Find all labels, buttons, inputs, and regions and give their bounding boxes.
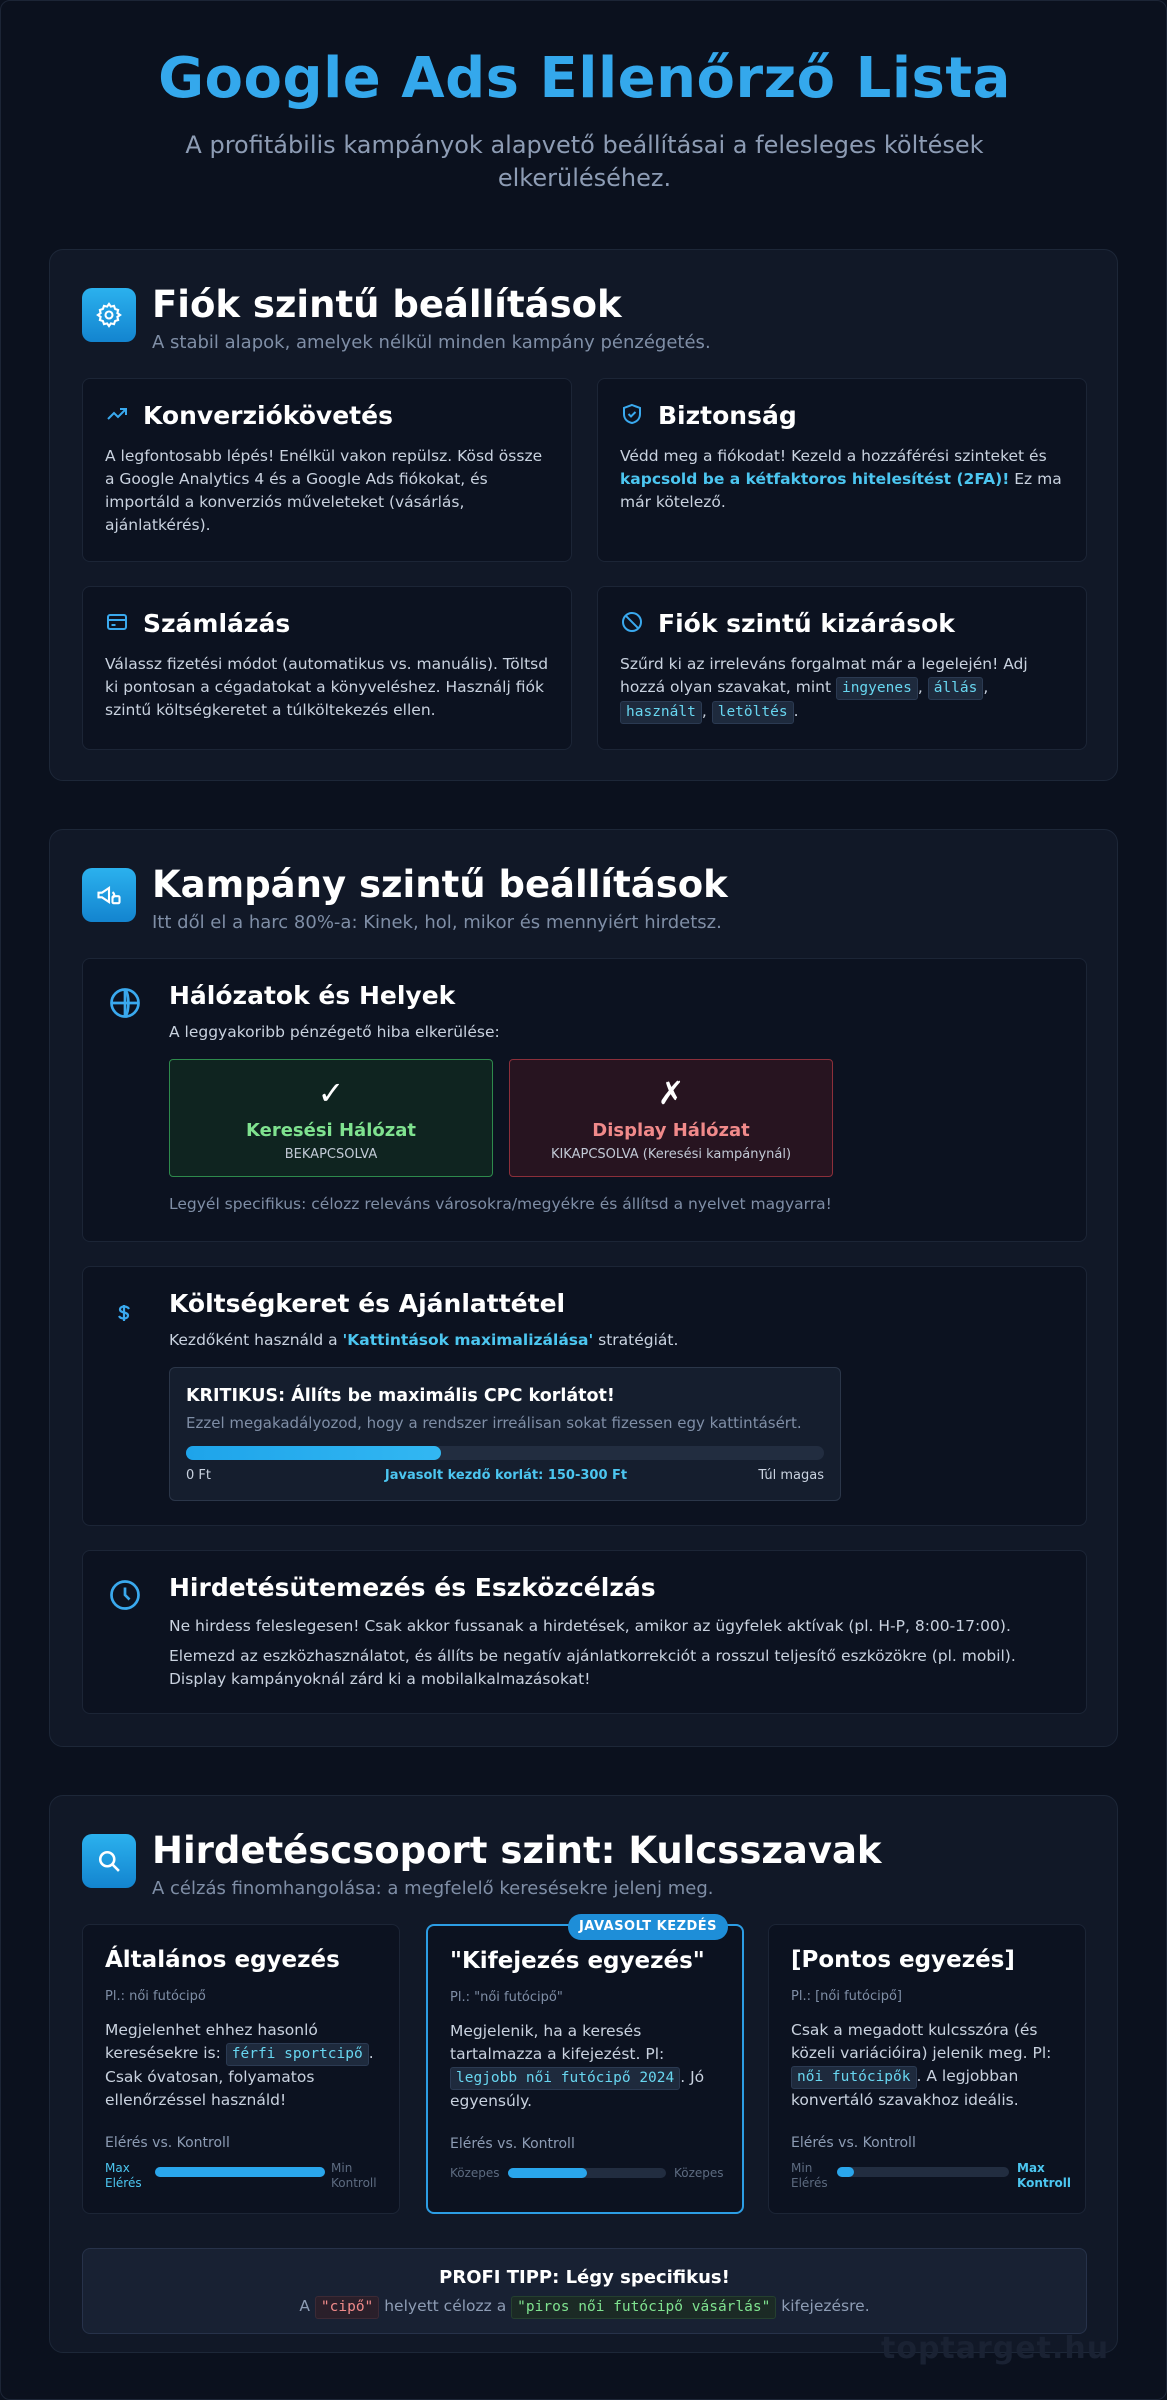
phrase-left-label: Közepes [450, 2166, 500, 2180]
exclusion-keyword: ingyenes [836, 677, 918, 700]
broad-reach-fill [155, 2167, 325, 2177]
broad-match-example: Pl.: női futócipő [105, 1989, 206, 2004]
critical-cpc-title: KRITIKUS: Állíts be maximális CPC korlátot! [186, 1386, 615, 1406]
exact-match-code: női futócipők [791, 2066, 917, 2089]
schedule-text-2: Elemezd az eszközhasználatot, és állíts be negatív ajánlatkorrekciót a rosszul teljesítő eszközökre (pl. mobil). Display kampányoknál zárd ki a mobilalkalmazásokat! [169, 1647, 1016, 1688]
broad-right-label: Min Kontroll [331, 2161, 377, 2190]
cpc-scale-min: 0 Ft [186, 1468, 211, 1483]
schedule-text-1: Ne hirdess feleslegesen! Csak akkor fussanak a hirdetések, amikor az ügyfelek aktívak (pl. H-P, 8:00-17:00). [169, 1617, 1011, 1635]
adgroup-section [49, 1795, 1118, 2353]
recommended-badge: JAVASOLT KEZDÉS [568, 1914, 728, 1940]
phrase-right-label: Közepes [674, 2166, 724, 2180]
adgroup-section-subtitle: A célzás finomhangolása: a megfelelő keresésekre jelenj meg. [152, 1878, 714, 1899]
pro-tip-title: PROFI TIPP: Légy specifikus! [439, 2267, 730, 2288]
exact-right-label: Max Kontroll [1017, 2161, 1071, 2190]
networks-intro: A leggyakoribb pénzégető hiba elkerülése: [169, 1023, 500, 1041]
account-exclusions-title: Fiók szintű kizárások [658, 609, 955, 638]
exclusion-keyword: használt [620, 701, 702, 724]
exclusion-keyword: állás [928, 677, 984, 700]
budget-card [82, 1266, 1087, 1526]
trending-up-icon [105, 402, 129, 430]
schedule-title: Hirdetésütemezés és Eszközcélzás [169, 1573, 656, 1602]
search-icon [82, 1834, 136, 1888]
account-exclusions-card [597, 586, 1087, 750]
critical-cpc-body: Ezzel megakadályozod, hogy a rendszer irreálisan sokat fizessen egy kattintásért. [186, 1414, 802, 1432]
phrase-reach-label: Elérés vs. Kontroll [450, 2136, 575, 2152]
exact-left-label: Min Elérés [791, 2161, 828, 2190]
phrase-match-card [426, 1919, 744, 2214]
bad-keyword-code: "cipő" [315, 2296, 379, 2319]
exact-reach-label: Elérés vs. Kontroll [791, 2135, 916, 2151]
broad-match-code: férfi sportcipő [226, 2043, 369, 2066]
conversion-tracking-card [82, 378, 572, 562]
broad-reach-bar [155, 2167, 325, 2177]
exclusion-keyword: letöltés [712, 701, 794, 724]
two-factor-highlight: kapcsold be a kétfaktoros hitelesítést (2FA)! [620, 470, 1010, 488]
billing-body: Válassz fizetési módot (automatikus vs. manuális). Töltsd ki pontosan a cégadatokat a könyveléshez. Használj fiók szintű költségkeretet a túlköltekezés ellen. [105, 655, 549, 719]
watermark: toptarget.hu [881, 2331, 1110, 2366]
exact-match-title: [Pontos egyezés] [791, 1947, 1015, 1973]
exact-reach-bar [837, 2167, 1009, 2177]
phrase-match-example: Pl.: "női futócipő" [450, 1990, 563, 2005]
critical-cpc-box [169, 1367, 841, 1501]
campaign-section [49, 829, 1118, 1747]
security-body: Védd meg a fiókodat! Kezeld a hozzáférési szinteket és kapcsold be a kétfaktoros hitelesítést (2FA)! Ez ma már kötelező. [620, 447, 1062, 511]
broad-match-body: Megjelenhet ehhez hasonló keresésekre is: férfi sportcipő . Csak óvatosan, folyamatos ellenőrzéssel használd! [105, 2021, 374, 2109]
budget-intro: Kezdőként használd a 'Kattintások maximalizálása' stratégiát. [169, 1331, 679, 1349]
page-subtitle: A profitábilis kampányok alapvető beállításai a felesleges költések elkerüléséhez. [185, 131, 984, 192]
page-header [1, 43, 1167, 195]
networks-note: Legyél specifikus: célozz releváns városokra/megyékre és állítsd a nyelvet magyarra! [169, 1195, 832, 1213]
phrase-match-title: "Kifejezés egyezés" [450, 1948, 705, 1974]
networks-card [82, 958, 1087, 1242]
display-network-name: Display Hálózat [592, 1120, 750, 1141]
phrase-reach-fill [508, 2168, 587, 2178]
networks-title: Hálózatok és Helyek [169, 981, 456, 1010]
pro-tip-box [82, 2248, 1087, 2334]
billing-card [82, 586, 572, 750]
security-card [597, 378, 1087, 562]
phrase-reach-bar [508, 2168, 666, 2178]
campaign-section-title: Kampány szintű beállítások [152, 863, 728, 906]
shield-check-icon [620, 402, 644, 430]
pro-tip-text: A "cipő" helyett célozz a "piros női futócipő vásárlás" kifejezésre. [83, 2296, 1086, 2319]
broad-left-label: Max Elérés [105, 2161, 142, 2190]
adgroup-section-title: Hirdetéscsoport szint: Kulcsszavak [152, 1829, 882, 1872]
exact-match-example: Pl.: [női futócipő] [791, 1989, 903, 2004]
security-title: Biztonság [658, 401, 797, 430]
phrase-match-body: Megjelenik, ha a keresés tartalmazza a kifejezést. Pl: legjobb női futócipő 2024 . Jó egyensúly. [450, 2022, 705, 2110]
page-title: Google Ads Ellenőrző Lista [158, 46, 1011, 111]
display-network-panel [509, 1059, 833, 1177]
exact-match-body: Csak a megadott kulcsszóra (és közeli variációira) jelenik meg. Pl: női futócipők . A legjobban konvertáló szavakhoz ideális. [791, 2021, 1052, 2109]
cpc-scale-max: Túl magas [758, 1468, 824, 1483]
account-section-subtitle: A stabil alapok, amelyek nélkül minden kampány pénzégetés. [152, 332, 711, 353]
ban-icon [620, 610, 644, 638]
cpc-limit-bar-fill [186, 1446, 441, 1460]
phrase-match-code: legjobb női futócipő 2024 [450, 2067, 680, 2090]
gear-icon [82, 288, 136, 342]
search-network-panel [169, 1059, 493, 1177]
exact-match-card [768, 1924, 1086, 2214]
cpc-limit-bar [186, 1446, 824, 1460]
account-section-title: Fiók szintű beállítások [152, 283, 622, 326]
check-icon: ✓ [317, 1074, 345, 1112]
campaign-section-subtitle: Itt dől el a harc 80%-a: Kinek, hol, mikor és mennyiért hirdetsz. [152, 912, 722, 933]
conversion-tracking-body: A legfontosabb lépés! Enélkül vakon repülsz. Kösd össze a Google Analytics 4 és a Google Ads fiókokat, és importáld a konverziós műveleteket (vásárlás, ajánlatkérés). [105, 447, 543, 534]
broad-match-title: Általános egyezés [105, 1947, 340, 1973]
account-exclusions-body: Szűrd ki az irreleváns forgalmat már a legelején! Adj hozzá olyan szavakat, mint ingyenes , állás , használt , letöltés . [620, 653, 1068, 724]
dollar-icon [113, 1297, 135, 1329]
account-section [49, 249, 1118, 781]
conversion-tracking-title: Konverziókövetés [143, 401, 393, 430]
display-network-status: KIKAPCSOLVA (Keresési kampánynál) [550, 1147, 792, 1162]
cpc-scale-recommended: Javasolt kezdő korlát: 150-300 Ft [384, 1468, 628, 1483]
billing-title: Számlázás [143, 609, 291, 638]
clock-icon [107, 1577, 143, 1617]
bid-strategy-highlight: 'Kattintások maximalizálása' [342, 1331, 594, 1349]
good-keyword-code: "piros női futócipő vásárlás" [511, 2296, 776, 2319]
search-network-name: Keresési Hálózat [246, 1120, 416, 1141]
credit-card-icon [105, 610, 129, 638]
broad-match-card [82, 1924, 400, 2214]
bullhorn-icon [82, 868, 136, 922]
budget-title: Költségkeret és Ajánlattétel [169, 1289, 566, 1318]
globe-icon [107, 985, 143, 1025]
schedule-card [82, 1550, 1087, 1714]
exact-reach-fill [837, 2167, 854, 2177]
search-network-status: BEKAPCSOLVA [284, 1147, 378, 1162]
cross-icon: ✗ [657, 1074, 685, 1112]
broad-reach-label: Elérés vs. Kontroll [105, 2135, 230, 2151]
